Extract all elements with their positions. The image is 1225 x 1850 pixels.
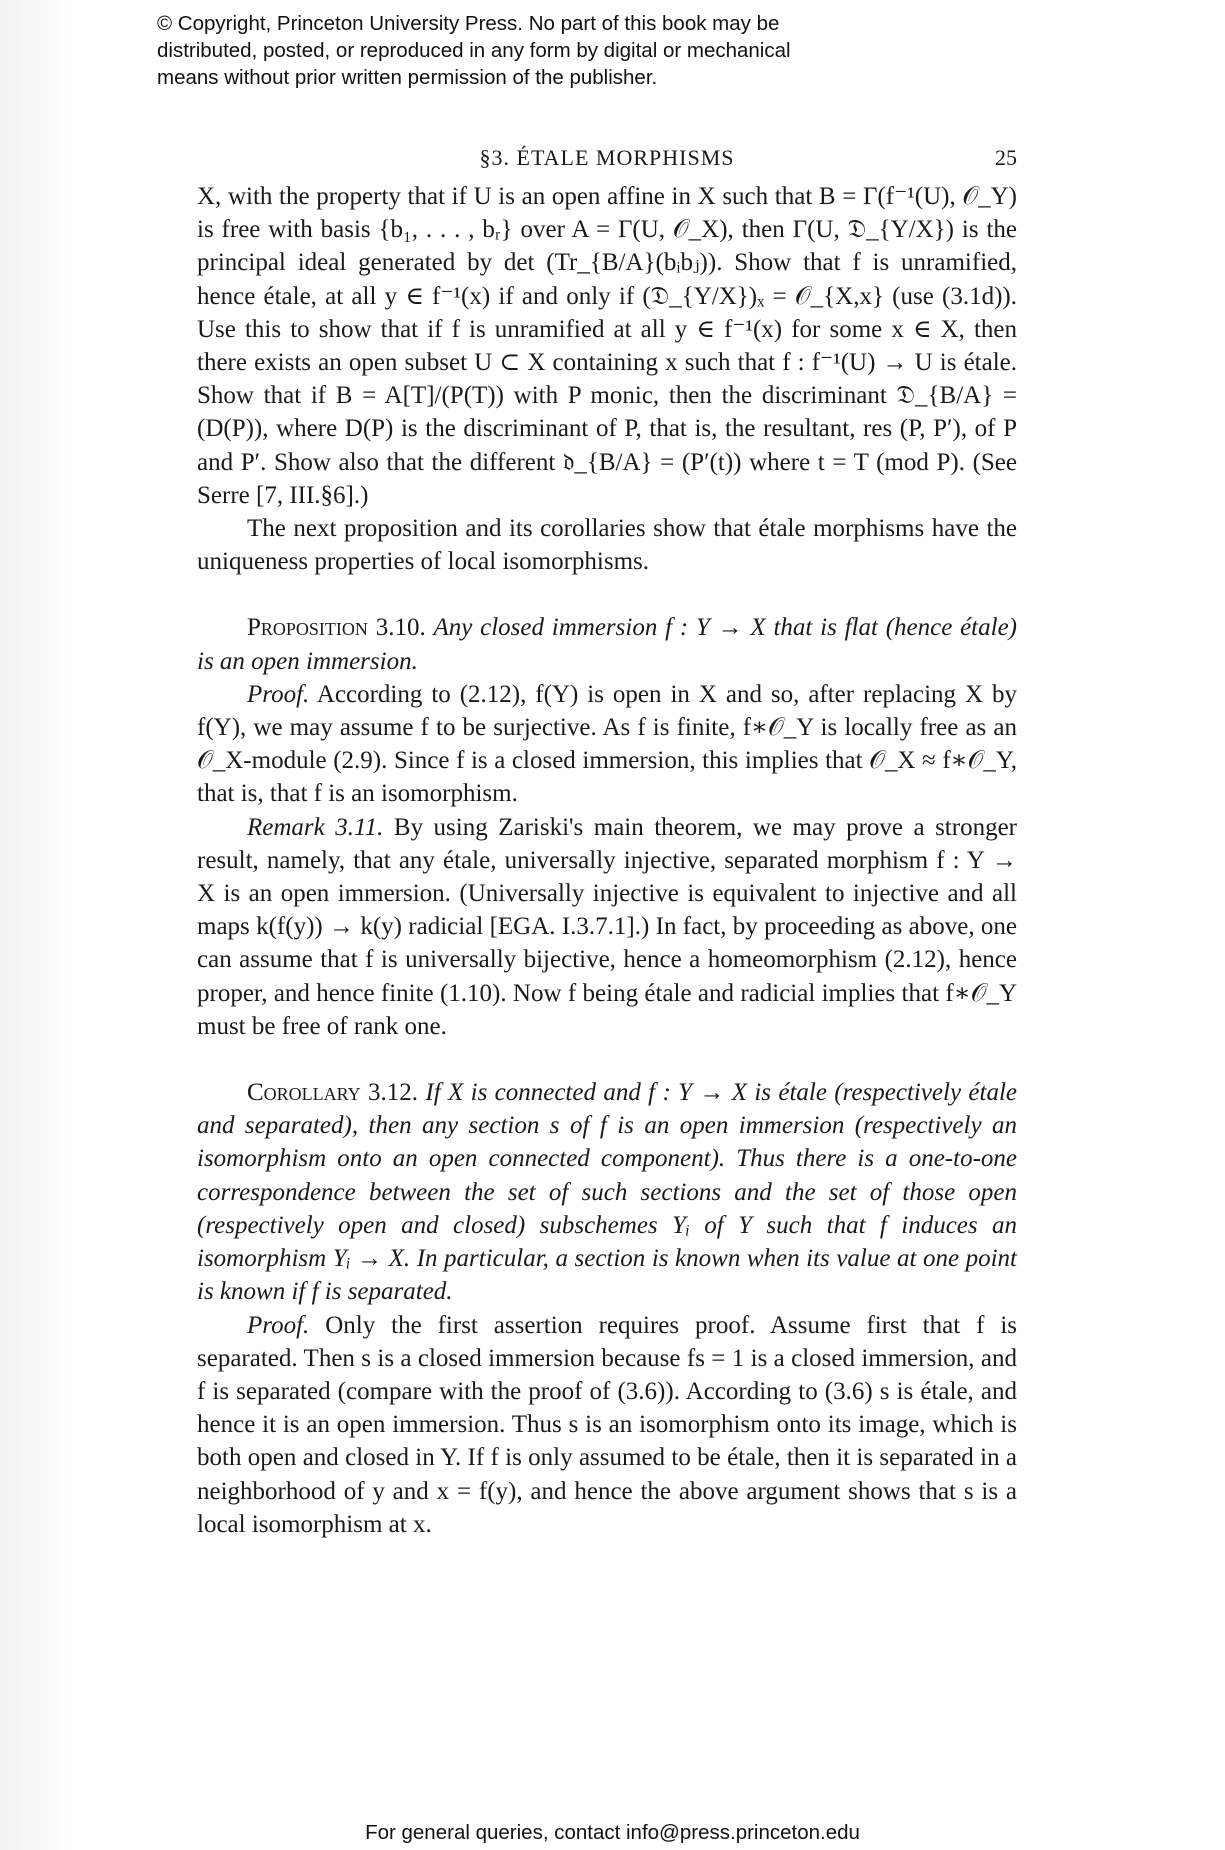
corollary-3-12 [197,1076,1017,1308]
transition-paragraph [197,512,1017,578]
page-number: 25 [995,145,1017,170]
proof-proposition [197,678,1017,811]
copyright-line-1: © Copyright, Princeton University Press. No part of this book may be [157,12,780,35]
copyright-notice [157,10,1057,91]
proof-text: According to (2.12), f(Y) is open in X and so, after replacing X by f(Y), we may assume f to be surjective. As f is finite, f∗𝒪_Y is locally free as an 𝒪_X-module (2.9). Since f is a closed immersion, this implies that 𝒪_X ≈ f∗𝒪_Y, that is, that f is an isomorphism. [197,680,1018,808]
proposition-3-10 [197,611,1017,677]
corollary-label: Corollary 3.12. [247,1079,419,1107]
exercise-continuation [197,180,1017,512]
exercise-text: X, with the property that if U is an open affine in X such that B = Γ(f⁻¹(U), 𝒪_Y) is free with basis {b₁, . . . , bᵣ} over A = Γ(U, 𝒪_X), then Γ(U, 𝔇_{Y/X}) is the principal ideal generated by det (Tr_{B/A}(bᵢbⱼ)). Show that f is unramified, hence étale, at all y ∈ f⁻¹(x) if and only if (𝔇_{Y/X})ₓ = 𝒪_{X,x} (use (3.1d)). Use this to show that if f is unramified at all y ∈ f⁻¹(x) for some x ∈ X, then there exists an open subset U ⊂ X containing x such that f : f⁻¹(U) → U is étale. Show that if B = A[T]/(P(T)) with P monic, then the discriminant 𝔇_{B/A} = (D(P)), where D(P) is the discriminant of P, that is, the resultant, res (P, P′), of P and P′. Show also that the different 𝔡_{B/A} = (P′(t)) where t = T (mod P). (See Serre [7, III.§6].) [197,183,1017,509]
section-title: §3. ÉTALE MORPHISMS [479,145,735,170]
running-head [197,143,1017,173]
corollary-statement: If X is connected and f : Y → X is étale (respectively étale and separated), then any section s of f is an open immersion (respectively an isomorphism onto an open connected component). Thus there is a one-to-one correspondence between the set of such sections and the set of those open (respectively open and closed) subschemes Yᵢ of Y such that f induces an isomorphism Yᵢ → X. In particular, a section is known when its value at one point is known if f is separated. [197,1079,1018,1306]
proposition-statement: Any closed immersion f : Y → X that is flat (hence étale) is an open immersion. [197,614,1017,675]
contact-footer: For general queries, contact info@press.princeton.edu [365,1821,860,1844]
remark-3-11 [197,811,1017,1043]
proof-corollary [197,1309,1017,1541]
transition-text: The next proposition and its corollaries show that étale morphisms have the uniqueness properties of local isomorphisms. [197,515,1017,576]
copyright-line-2: distributed, posted, or reproduced in any form by digital or mechanical [157,39,791,62]
proof-text: Only the first assertion requires proof. Assume first that f is separated. Then s is a closed immersion because fs = 1 is a closed immersion, and f is separated (compare with the proof of (3.6)). According to (3.6) s is étale, and hence it is an open immersion. Thus s is an isomorphism onto its image, which is both open and closed in Y. If f is only assumed to be étale, then it is separated in a neighborhood of y and x = f(y), and hence the above argument shows that s is a local isomorphism at x. [197,1311,1017,1538]
page-edge-shadow [0,0,70,1850]
page-body [197,180,1017,1541]
proof-label: Proof. [247,680,310,708]
remark-text: By using Zariski's main theorem, we may prove a stronger result, namely, that any étale, universally injective, separated morphism f : Y → X is an open immersion. (Universally injective is equivalent to injective and all maps k(f(y)) → k(y) radicial [EGA. I.3.7.1].) In fact, by proceeding as above, one can assume that f is universally bijective, hence a homeomorphism (2.12), hence proper, and hence finite (1.10). Now f being étale and radicial implies that f∗𝒪_Y must be free of rank one. [197,813,1017,1040]
remark-label: Remark 3.11. [247,813,384,841]
proposition-label: Proposition 3.10. [247,614,426,642]
proof-label: Proof. [247,1311,310,1339]
copyright-line-3: means without prior written permission of the publisher. [157,66,658,89]
